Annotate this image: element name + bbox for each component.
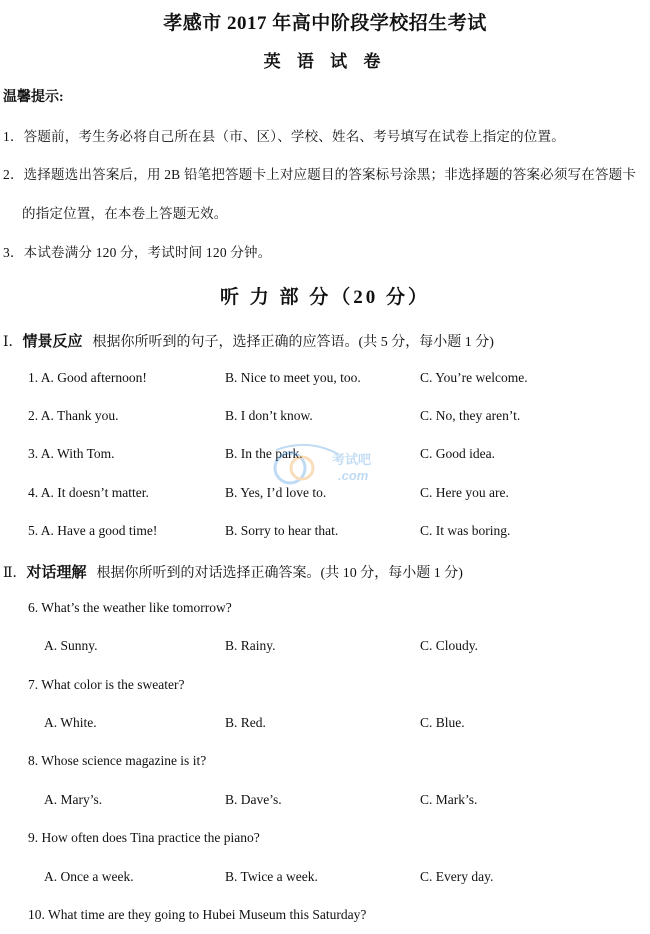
exam-title: 孝感市 2017 年高中阶段学校招生考试 bbox=[163, 13, 487, 34]
part2-name: 对话理解 bbox=[26, 565, 87, 581]
q5-option-c: C. It was boring. bbox=[420, 523, 511, 538]
q7-stem: 7. What color is the sweater? bbox=[28, 677, 185, 692]
q4-option-a: 4. A. It doesn’t matter. bbox=[28, 485, 149, 500]
tip-2-continued: 的指定位置，在本卷上答题无效。 bbox=[22, 206, 228, 221]
q6-option-b: B. Rainy. bbox=[225, 638, 276, 653]
listening-section-heading: 听 力 部 分（20 分） bbox=[219, 287, 430, 308]
tip-3: 3．本试卷满分 120 分，考试时间 120 分钟。 bbox=[3, 245, 272, 260]
q2-option-b: B. I don’t know. bbox=[225, 408, 313, 423]
part1-number: Ⅰ． bbox=[3, 335, 23, 350]
q1-option-c: C. You’re welcome. bbox=[420, 370, 528, 385]
q5-option-a: 5. A. Have a good time! bbox=[28, 523, 158, 538]
q8-option-b: B. Dave’s. bbox=[225, 792, 282, 807]
q7-option-c: C. Blue. bbox=[420, 715, 465, 730]
part1-instruction: 根据你所听到的句子，选择正确的应答语。(共 5 分，每小题 1 分) bbox=[92, 335, 494, 350]
part1-heading bbox=[3, 330, 494, 351]
part2-heading bbox=[3, 561, 463, 582]
q9-option-c: C. Every day. bbox=[420, 869, 494, 884]
q9-option-a: A. Once a week. bbox=[44, 869, 134, 884]
q6-stem: 6. What’s the weather like tomorrow? bbox=[28, 600, 232, 615]
part1-name: 情景反应 bbox=[22, 334, 83, 350]
tip-1: 1．答题前，考生务必将自己所在县（市、区）、学校、姓名、考号填写在试卷上指定的位置。 bbox=[3, 129, 565, 144]
q5-option-b: B. Sorry to hear that. bbox=[225, 523, 339, 538]
q6-option-c: C. Cloudy. bbox=[420, 638, 479, 653]
q7-option-a: A. White. bbox=[44, 715, 97, 730]
watermark-logo bbox=[268, 442, 386, 490]
q9-stem: 9. How often does Tina practice the piano? bbox=[28, 830, 260, 845]
q8-stem: 8. Whose science magazine is it? bbox=[28, 753, 207, 768]
exam-subtitle: 英 语 试 卷 bbox=[263, 52, 387, 71]
q8-option-a: A. Mary’s. bbox=[44, 792, 103, 807]
q9-option-b: B. Twice a week. bbox=[225, 869, 318, 884]
tips-heading: 温馨提示: bbox=[3, 90, 64, 105]
watermark-logo-icon bbox=[268, 442, 386, 490]
q2-option-c: C. No, they aren’t. bbox=[420, 408, 521, 423]
q4-option-c: C. Here you are. bbox=[420, 485, 509, 500]
q1-option-b: B. Nice to meet you, too. bbox=[225, 370, 361, 385]
q10-stem: 10. What time are they going to Hubei Museum this Saturday? bbox=[28, 907, 367, 922]
q6-option-a: A. Sunny. bbox=[44, 638, 98, 653]
watermark-logo-sub: .com bbox=[338, 468, 369, 483]
watermark-logo-text: 考试吧 bbox=[332, 452, 372, 467]
q2-option-a: 2. A. Thank you. bbox=[28, 408, 119, 423]
q4-option-b: B. Yes, I’d love to. bbox=[225, 485, 327, 500]
q3-option-c: C. Good idea. bbox=[420, 446, 495, 461]
part2-number: Ⅱ． bbox=[3, 566, 27, 581]
q3-option-b: B. In the park. bbox=[225, 446, 303, 461]
q3-option-a: 3. A. With Tom. bbox=[28, 446, 115, 461]
q7-option-b: B. Red. bbox=[225, 715, 266, 730]
q8-option-c: C. Mark’s. bbox=[420, 792, 478, 807]
part2-instruction: 根据你所听到的对话选择正确答案。(共 10 分，每小题 1 分) bbox=[96, 566, 463, 581]
tip-2: 2．选择题选出答案后，用 2B 铅笔把答题卡上对应题目的答案标号涂黑；非选择题的答案必须写在答题卡 bbox=[3, 167, 637, 182]
q1-option-a: 1. A. Good afternoon! bbox=[28, 370, 147, 385]
